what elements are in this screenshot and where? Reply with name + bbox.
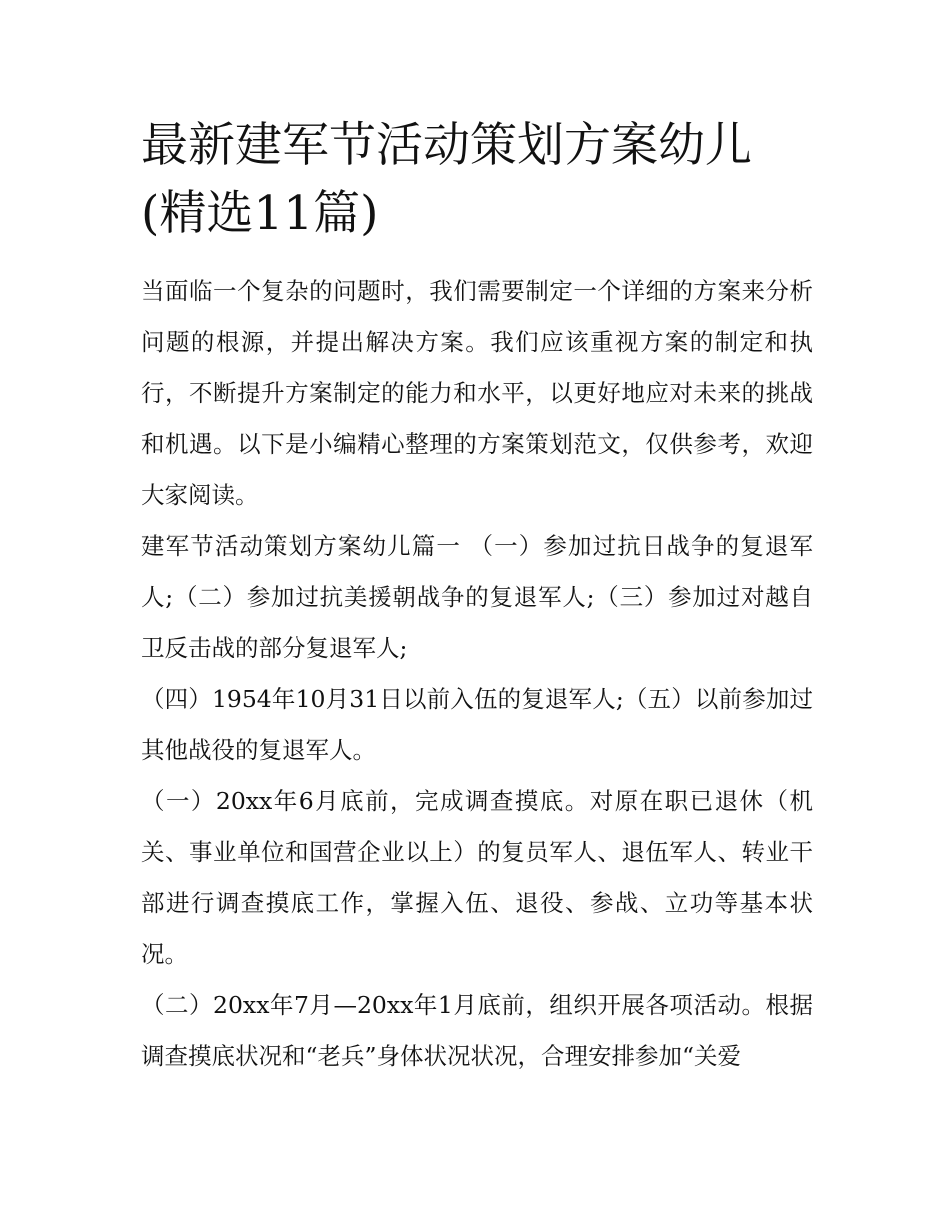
document-title: 最新建军节活动策划方案幼儿(精选11篇) xyxy=(141,118,752,241)
paragraph-participants-1: 建军节活动策划方案幼儿篇一 （一）参加过抗日战争的复退军人;（二）参加过抗美援朝战争的复退军人;（三）参加过对越自卫反击战的部分复退军人; xyxy=(141,532,813,662)
paragraph-intro: 当面临一个复杂的问题时，我们需要制定一个详细的方案来分析问题的根源，并提出解决方案。我们应该重视方案的制定和执行，不断提升方案制定的能力和水平，以更好地应对未来的挑战和机遇。以下是小编精心整理的方案策划范文，仅供参考，欢迎大家阅读。 xyxy=(141,277,813,509)
paragraph-participants-2: （四）1954年10月31日以前入伍的复退军人;（五）以前参加过其他战役的复退军人。 xyxy=(141,685,813,764)
paragraph-step-2: （二）20xx年7月—20xx年1月底前，组织开展各项活动。根据调查摸底状况和“老兵”身体状况状况，合理安排参加“关爱 xyxy=(141,991,813,1070)
paragraph-step-1: （一）20xx年6月底前，完成调查摸底。对原在职已退休（机关、事业单位和国营企业以上）的复员军人、退伍军人、转业干部进行调查摸底工作，掌握入伍、退役、参战、立功等基本状况。 xyxy=(141,787,813,968)
document-body xyxy=(141,112,813,1082)
